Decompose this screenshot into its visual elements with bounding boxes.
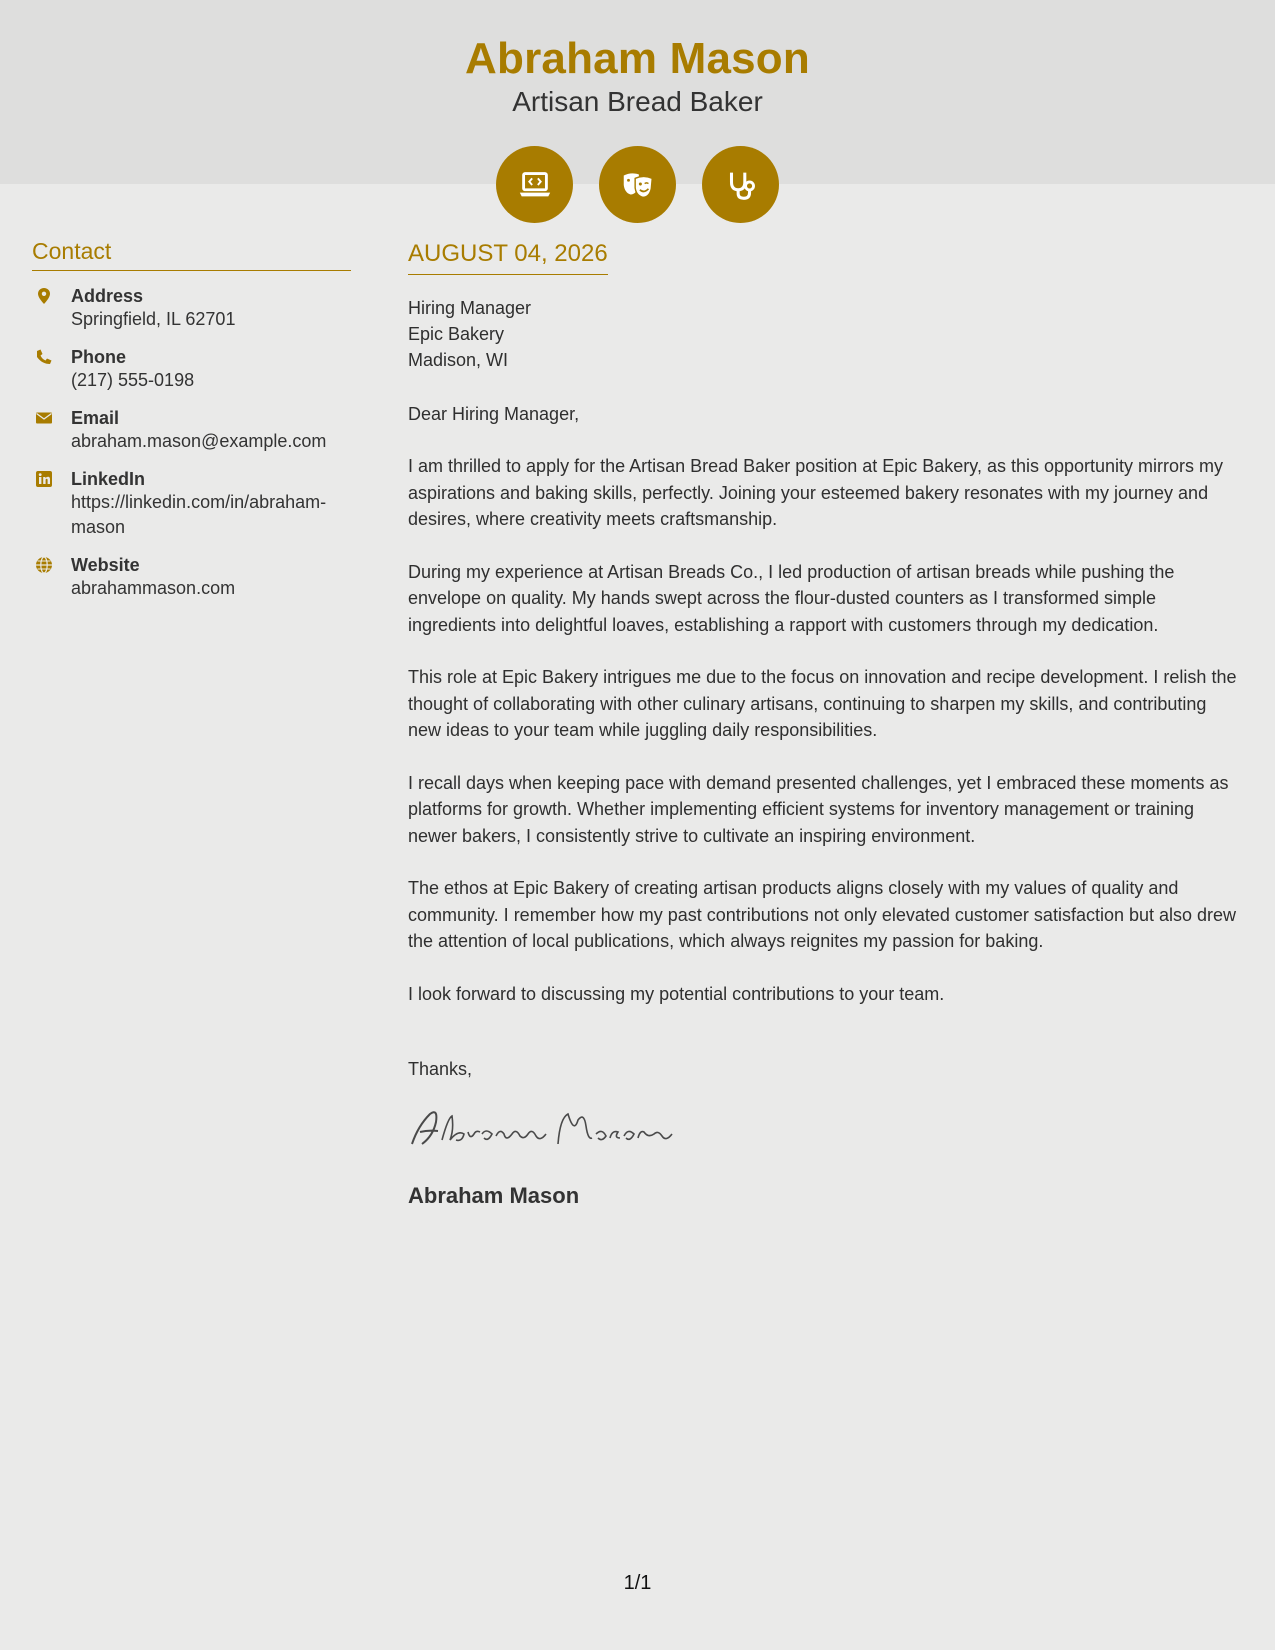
- letter-paragraph: I recall days when keeping pace with demand presented challenges, yet I embraced these moments as platforms for growth. Whether implementing efficient systems for inventory management or training newer bakers, I consistently strive to cultivate an inspiring environment.: [408, 772, 1229, 846]
- letter-paragraph: This role at Epic Bakery intrigues me due to the focus on innovation and recipe development. I relish the thought of collaborating with other culinary artisans, continuing to sharpen my skills, and contributing new ideas to your team while juggling daily responsibilities.: [408, 667, 1237, 740]
- contact-value: abraham.mason@example.com: [71, 431, 327, 451]
- recipient-line: Hiring Manager: [408, 298, 532, 318]
- contact-value: (217) 555-0198: [71, 370, 195, 390]
- contact-item-email: [32, 407, 351, 454]
- contact-label: Email: [71, 408, 120, 428]
- contact-value[interactable]: abrahammason.com: [71, 578, 236, 598]
- contact-label: Address: [71, 286, 144, 306]
- contact-value: Springfield, IL 62701: [71, 309, 236, 329]
- contact-item-address: [32, 285, 351, 332]
- contact-label: LinkedIn: [71, 469, 146, 489]
- stethoscope-icon: [702, 146, 779, 223]
- handwritten-signature: [408, 1104, 678, 1152]
- theater-masks-icon: [599, 146, 676, 223]
- letter-body: [408, 240, 1243, 1209]
- linkedin-icon: [35, 470, 53, 488]
- phone-icon: [35, 348, 53, 366]
- header-icons: [496, 146, 779, 223]
- letter-paragraph: The ethos at Epic Bakery of creating artisan products aligns closely with my values of quality and community. I remember how my past contributions not only elevated customer satisfaction but also drew the attention of local publications, which always reignites my passion for baking.: [408, 878, 1237, 951]
- map-pin-icon: [35, 287, 53, 305]
- contact-sidebar: [32, 238, 351, 601]
- contact-item-linkedin: [32, 468, 351, 540]
- applicant-role: Artisan Bread Baker: [512, 86, 763, 117]
- signed-name: Abraham Mason: [408, 1183, 580, 1208]
- letter-paragraph: I look forward to discussing my potential contributions to your team.: [408, 983, 945, 1004]
- contact-label: Phone: [71, 347, 127, 367]
- globe-icon: [35, 556, 53, 574]
- contact-item-website: [32, 554, 351, 601]
- contact-item-phone: [32, 346, 351, 393]
- contact-title: Contact: [32, 238, 351, 271]
- applicant-name: Abraham Mason: [465, 34, 810, 83]
- contact-value[interactable]: https://linkedin.com/in/abraham-mason: [71, 492, 327, 537]
- contact-label: Website: [71, 555, 140, 575]
- salutation: Dear Hiring Manager,: [408, 404, 580, 424]
- letter-date: AUGUST 04, 2026: [408, 240, 608, 275]
- laptop-code-icon: [496, 146, 573, 223]
- recipient-block: [408, 295, 1243, 373]
- closing: Thanks,: [408, 1059, 473, 1079]
- page-number: 1/1: [623, 1572, 652, 1594]
- letter-paragraph: I am thrilled to apply for the Artisan Bread Baker position at Epic Bakery, as this opportunity mirrors my aspirations and baking skills, perfectly. Joining your esteemed bakery resonates with my journey and desires, where creativity meets craftsmanship.: [408, 456, 1224, 529]
- recipient-line: Madison, WI: [408, 350, 509, 370]
- recipient-line: Epic Bakery: [408, 324, 505, 344]
- envelope-icon: [35, 409, 53, 427]
- letter-paragraph: During my experience at Artisan Breads Co., I led production of artisan breads while pushing the envelope on quality. My hands swept across the flour-dusted counters as I transformed simple ingredients into delightful loaves, establishing a rapport with customers through my dedication.: [408, 561, 1175, 635]
